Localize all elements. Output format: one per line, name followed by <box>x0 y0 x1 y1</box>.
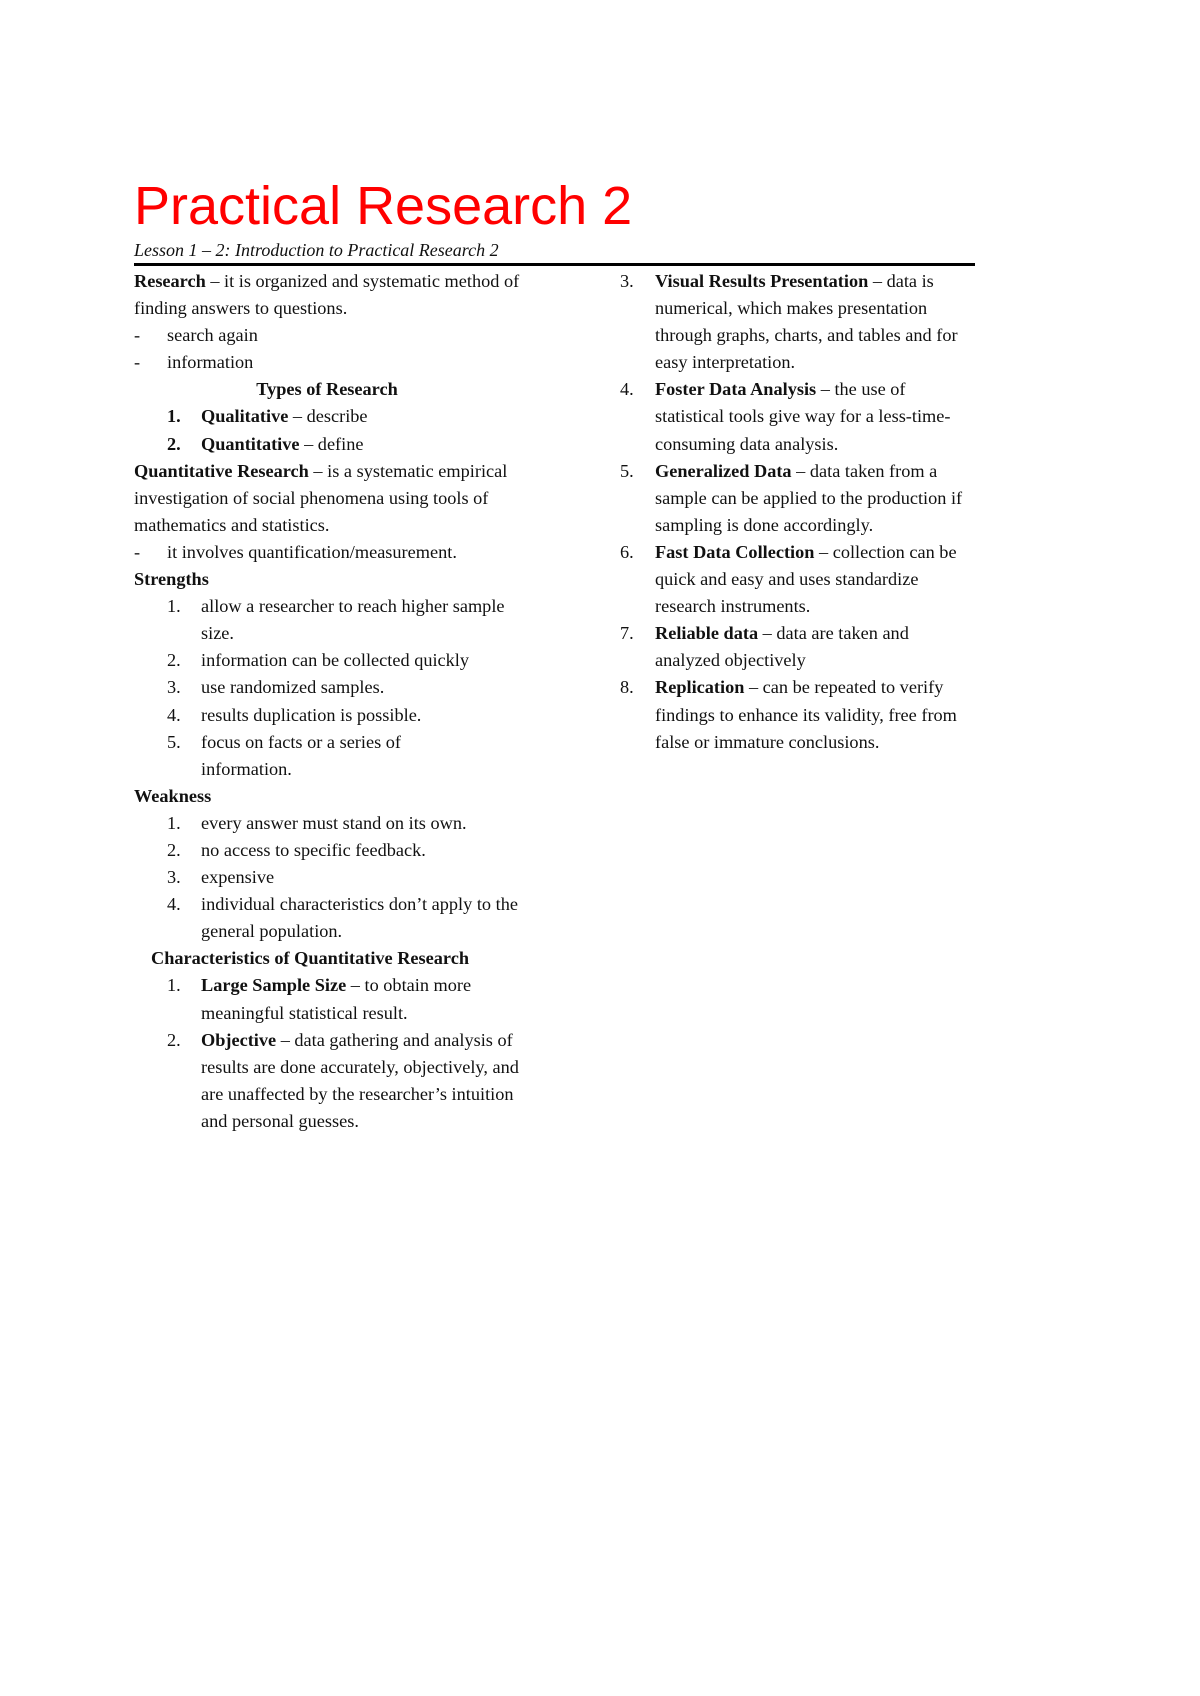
list-item: 5. Generalized Data – data taken from a sample can be applied to the production if sampling is done accordingly. <box>620 460 963 535</box>
list-item: 2. information can be collected quickly <box>167 650 470 671</box>
list-item: 1. Large Sample Size – to obtain more meaningful statistical result. <box>167 975 472 1023</box>
list-item: 8. Replication – can be repeated to verify findings to enhance its validity, free from false or immature conclusions. <box>620 677 957 752</box>
list-item: 2. no access to specific feedback. <box>167 839 426 860</box>
title-divider <box>134 263 975 266</box>
list-item: 1. every answer must stand on its own. <box>167 812 467 833</box>
list-item: 3. Visual Results Presentation – data is numerical, which makes presentation through graphs, charts, and tables and for easy interpretation. <box>620 271 958 373</box>
list-item: 1. Qualitative – describe <box>167 406 368 427</box>
strengths-heading: Strengths <box>134 569 209 590</box>
research-definition: Research – it is organized and systematic method of finding answers to questions. <box>134 271 520 319</box>
list-item: 4. individual characteristics don’t apply to the general population. <box>167 894 518 942</box>
bullet-item: - it involves quantification/measurement. <box>134 541 457 562</box>
bullet-item: - search again <box>134 325 258 346</box>
list-item: 3. use randomized samples. <box>167 677 385 698</box>
list-item: 5. focus on facts or a series of information. <box>167 731 402 779</box>
right-column <box>620 268 976 756</box>
list-item: 4. Foster Data Analysis – the use of statistical tools give way for a less-time-consuming data analysis. <box>620 379 951 454</box>
list-item: 7. Reliable data – data are taken and analyzed objectively <box>620 623 909 671</box>
document-title: Practical Research 2 <box>134 176 633 236</box>
quantitative-definition: Quantitative Research – is a systematic empirical investigation of social phenomena using tools of mathematics and statistics. <box>134 460 508 535</box>
list-item: 3. expensive <box>167 867 275 888</box>
characteristics-heading: Characteristics of Quantitative Research <box>151 948 469 969</box>
list-item: 2. Objective – data gathering and analysis of results are done accurately, objectively, and are unaffected by the researcher’s intuition and personal guesses. <box>167 1029 519 1131</box>
list-item: 4. results duplication is possible. <box>167 704 422 725</box>
list-item: 2. Quantitative – define <box>167 433 364 454</box>
weakness-heading: Weakness <box>134 785 212 806</box>
document-subtitle: Lesson 1 – 2: Introduction to Practical Research 2 <box>134 240 499 260</box>
list-item: 1. allow a researcher to reach higher sample size. <box>167 596 505 644</box>
list-item: 6. Fast Data Collection – collection can be quick and easy and uses standardize research instruments. <box>620 541 957 617</box>
bullet-item: - information <box>134 352 254 373</box>
left-column <box>134 268 520 1135</box>
types-heading: Types of Research <box>256 379 398 400</box>
